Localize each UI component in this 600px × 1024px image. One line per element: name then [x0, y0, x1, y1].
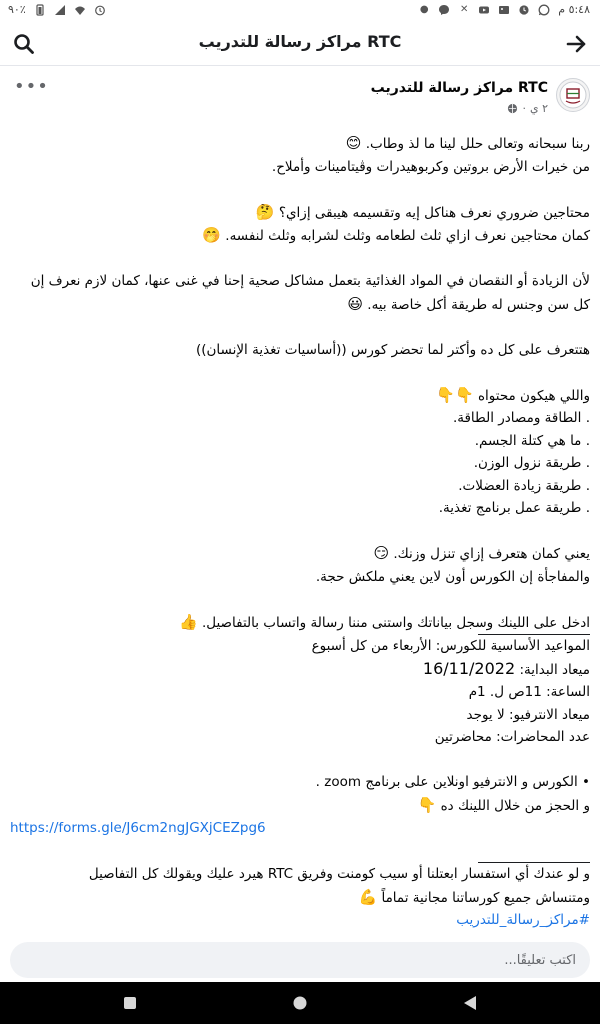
list-item: . طريقة عمل برنامج تغذية.	[438, 500, 590, 516]
post-text-line: الساعة: 11ص ل. 1م	[468, 684, 590, 700]
avatar[interactable]	[556, 78, 590, 112]
post-text-line: • الكورس و الانترفيو اونلاين على برنامج zoom .	[315, 774, 590, 790]
post-text-line: محتاجين ضروري نعرف هناكل إيه وتقسيمه هيبقى إزاي؟ 🤔	[10, 201, 590, 225]
system-nav-bar	[0, 982, 600, 1024]
post-text-line: المواعيد الأساسية للكورس: الأربعاء من كل أسبوع	[311, 638, 590, 654]
signal-icon	[54, 4, 66, 16]
post-text-line: ومتنساش جميع كورساتنا مجانية تماماً 💪	[10, 886, 590, 910]
status-bar	[0, 0, 600, 22]
post-meta: ٢ ي ·	[507, 102, 548, 115]
battery-level: ٩٠٪	[8, 3, 26, 16]
post-time[interactable]: ٢ ي	[529, 102, 548, 115]
status-time: ٥:٤٨ م	[558, 3, 590, 16]
thinking-face-emoji: 🤔	[255, 202, 275, 221]
back-button[interactable]	[562, 30, 590, 58]
youtube-icon	[478, 4, 490, 16]
status-left-group	[8, 3, 106, 16]
grinning-face-emoji: 😃	[347, 294, 363, 313]
hashtag-link[interactable]: #مراكز_رسالة_للتدريب	[456, 912, 590, 928]
post-text-line: كمان محتاجين نعرف ازاي ثلث لطعامه وثلث لشرابه وثلث لنفسه. 🤭	[10, 224, 590, 248]
post-text-line: من خيرات الأرض بروتين وكربوهيدرات وڤيتامينات وأملاح.	[271, 158, 590, 175]
more-options-button[interactable]: •••	[14, 76, 49, 97]
logo-icon	[558, 80, 588, 110]
post-text-line: ادخل على اللينك وسجل بياناتك واستنى مننا رسالة واتساب بالتفاصيل. 👍	[10, 611, 590, 635]
thumbs-up-emoji: 👍	[178, 612, 198, 631]
globe-icon	[507, 103, 518, 114]
list-item: . طريقة زيادة العضلات.	[458, 477, 590, 494]
whatsapp-icon	[538, 4, 550, 16]
list-item: . ما هي كتلة الجسم.	[474, 432, 590, 449]
wifi-icon	[74, 4, 86, 16]
post-text-line: ميعاد الانترفيو: لا يوجد	[466, 706, 590, 723]
post-text-line: عدد المحاضرات: محاضرتين	[434, 729, 590, 745]
post-text-line: لأن الزيادة أو النقصان في المواد الغذائية بتعمل مشاكل صحية إحنا في غنى عنها، كمان لازم نعرف إن كل سن وجنس له طريقة أكل خاصة بيه. 😃	[10, 270, 590, 316]
battery-icon	[34, 4, 46, 16]
post-text-line: ميعاد البداية: 16/11/2022	[422, 658, 590, 678]
post-body	[10, 132, 590, 932]
system-back-button[interactable]	[460, 993, 480, 1013]
pointing-down-emoji: 👇	[417, 795, 437, 814]
post-text-line: ربنا سبحانه وتعالى حلل لينا ما لذ وطاب. 😊	[10, 132, 590, 156]
recent-apps-button[interactable]	[120, 993, 140, 1013]
flexed-biceps-emoji: 💪	[358, 887, 378, 906]
start-date: 16/11/2022	[422, 658, 516, 678]
hand-over-mouth-emoji: 🤭	[202, 226, 221, 244]
page-title: مراكز رسالة للتدريب RTC	[198, 32, 402, 51]
alarm-icon	[94, 4, 106, 16]
post-header	[10, 78, 590, 122]
home-button[interactable]	[290, 993, 310, 1013]
registration-link[interactable]: https://forms.gle/J6cm2ngJGXjCEZpg6	[10, 820, 266, 836]
list-item: . طريقة نزول الوزن.	[473, 455, 590, 471]
post-text-line: هتتعرف على كل ده وأكتر لما تحضر كورس ((أساسيات تغذية الإنسان))	[195, 341, 590, 358]
clock-icon	[518, 4, 530, 16]
messenger-icon	[438, 4, 450, 16]
post-text-line: واللي هيكون محتواه 👇👇	[10, 384, 590, 408]
dot-icon: ●	[419, 3, 429, 15]
comment-input[interactable]	[10, 942, 590, 978]
post-text-line: و الحجز من خلال اللينك ده 👇	[10, 794, 590, 818]
tools-icon: ✕	[460, 3, 469, 15]
app-header	[0, 22, 600, 66]
smirking-face-emoji: 😏	[373, 544, 390, 562]
post-text-line: يعني كمان هتعرف إزاي تنزل وزنك. 😏	[10, 542, 590, 566]
list-item: . الطاقة ومصادر الطاقة.	[452, 410, 590, 426]
comment-bar	[10, 942, 590, 978]
image-icon	[498, 4, 510, 16]
arrow-right-icon	[565, 33, 587, 55]
square-icon	[123, 996, 137, 1010]
status-right-group	[418, 3, 590, 16]
pointing-down-emoji: 👇👇	[436, 385, 474, 404]
circle-icon	[292, 995, 308, 1011]
post	[0, 66, 600, 936]
post-text-line: و لو عندك أي استفسار ابعتلنا أو سيب كومنت وفريق RTC هيرد عليك ويقولك كل التفاصيل	[88, 866, 590, 882]
post-author[interactable]: RTC مراكز رسالة للتدريب	[370, 80, 548, 96]
smiling-face-emoji: 😊	[345, 134, 362, 152]
post-text-line: والمفاجأة إن الكورس أون لاين يعني ملكش حجة.	[315, 568, 590, 585]
triangle-back-icon	[463, 995, 477, 1011]
